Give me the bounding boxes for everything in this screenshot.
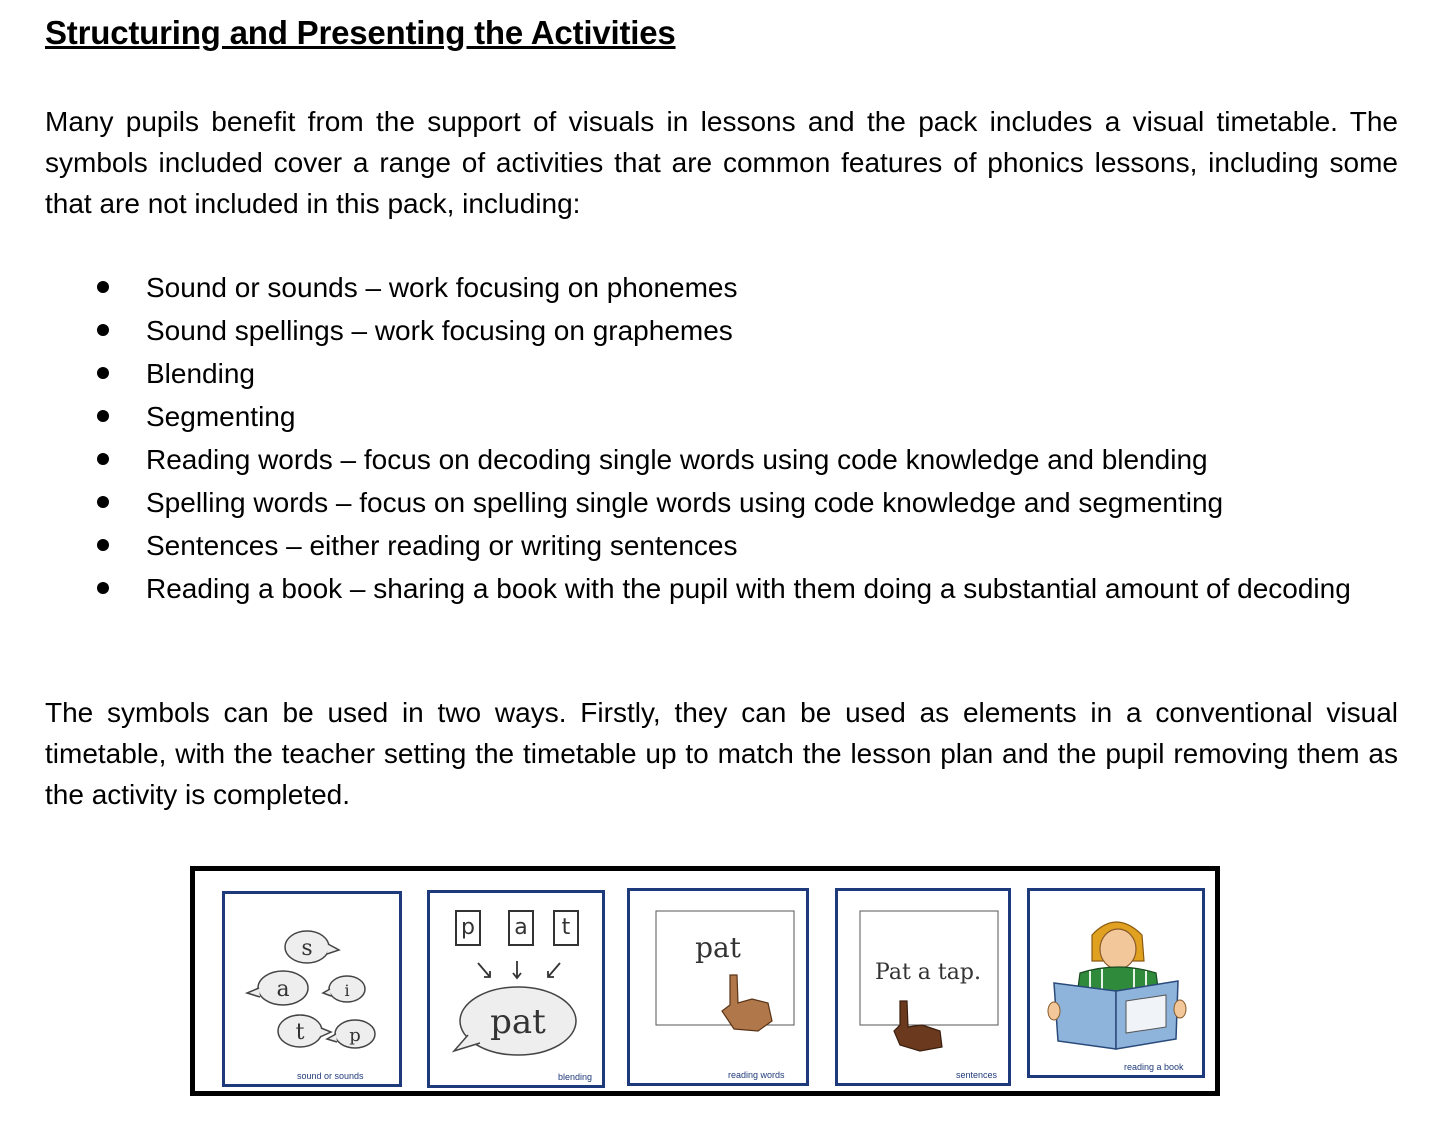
card-caption: sentences <box>956 1070 998 1080</box>
list-item: Sound or sounds – work focusing on phonemes <box>0 266 1398 309</box>
list-item: Spelling words – focus on spelling single words using code knowledge and segmenting <box>0 481 1398 524</box>
symbol-card-sentences[interactable] <box>835 888 1011 1086</box>
usage-paragraph: The symbols can be used in two ways. Firstly, they can be used as elements in a conventional visual timetable, with the teacher setting the timetable up to match the lesson plan and the pupil removing them as the activity is completed. <box>45 697 1398 810</box>
intro-paragraph: Many pupils benefit from the support of visuals in lessons and the pack includes a visual timetable. The symbols included cover a range of activities that are common features of phonics lessons, including some that are not included in this pack, including: <box>45 106 1398 219</box>
bullet-icon <box>97 367 109 379</box>
symbol-card-sound[interactable] <box>222 891 402 1087</box>
svg-text:pat: pat <box>695 931 741 964</box>
pointing-finger-icon <box>630 891 806 1083</box>
svg-text:i: i <box>344 981 350 1000</box>
card-caption: sound or sounds <box>297 1071 364 1081</box>
bullet-icon <box>97 324 109 336</box>
list-item: Reading words – focus on decoding single words using code knowledge and blending <box>0 438 1398 481</box>
blend-arrows-icon <box>430 893 602 1085</box>
list-item: Sentences – either reading or writing sentences <box>0 524 1398 567</box>
svg-text:Pat a tap.: Pat a tap. <box>875 960 981 985</box>
speech-bubbles-icon <box>225 894 399 1084</box>
reading-book-icon <box>1030 891 1202 1075</box>
list-item: Segmenting <box>0 395 1398 438</box>
visual-timetable-strip <box>190 866 1220 1096</box>
letter-tile: t <box>553 910 579 946</box>
letter-tile: a <box>508 910 534 946</box>
sentence-finger-icon <box>838 891 1008 1083</box>
card-caption: reading a book <box>1124 1062 1184 1072</box>
svg-text:t: t <box>295 1020 305 1045</box>
bullet-icon <box>97 582 109 594</box>
bullet-icon <box>97 410 109 422</box>
list-item: Blending <box>0 352 1398 395</box>
list-item: Reading a book – sharing a book with the pupil with them doing a substantial amount of decoding <box>0 567 1398 610</box>
symbol-card-reading-book[interactable] <box>1027 888 1205 1078</box>
activity-list <box>0 266 1445 610</box>
svg-text:s: s <box>301 936 313 961</box>
list-item: Sound spellings – work focusing on graphemes <box>0 309 1398 352</box>
symbol-card-blending[interactable] <box>427 890 605 1088</box>
page-heading: Structuring and Presenting the Activities <box>45 14 676 51</box>
card-caption: reading words <box>728 1070 785 1080</box>
bullet-icon <box>97 496 109 508</box>
svg-text:p: p <box>349 1025 361 1046</box>
svg-text:pat: pat <box>490 1002 546 1042</box>
letter-tile: p <box>455 910 481 946</box>
bullet-icon <box>97 281 109 293</box>
bullet-icon <box>97 539 109 551</box>
card-caption: blending <box>558 1072 593 1082</box>
bullet-icon <box>97 453 109 465</box>
svg-text:a: a <box>276 977 290 1002</box>
symbol-card-reading-words[interactable] <box>627 888 809 1086</box>
